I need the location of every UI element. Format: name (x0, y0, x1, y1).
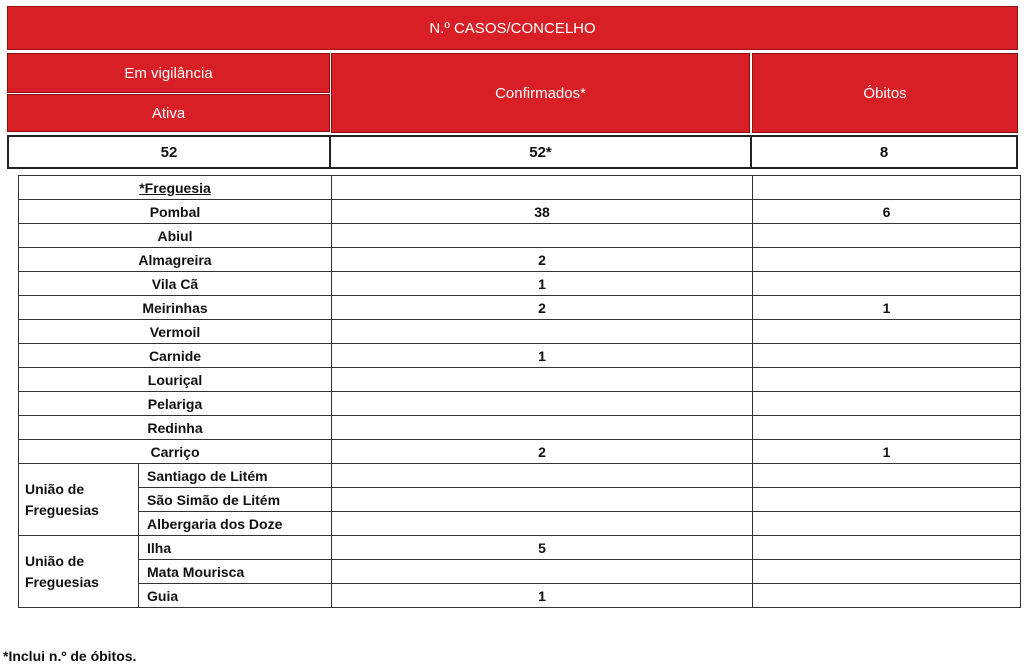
freguesia-heading (19, 176, 332, 200)
ativa-label: Ativa (7, 94, 330, 132)
freguesia-name: Redinha (19, 416, 332, 440)
obitos-cell: 1 (753, 440, 1021, 464)
obitos-cell (753, 584, 1021, 608)
freguesia-name: Abiul (19, 224, 332, 248)
confirmados-cell (332, 224, 753, 248)
freguesia-heading-text: *Freguesia (139, 179, 211, 196)
freguesia-name: Carnide (19, 344, 332, 368)
obitos-cell (753, 416, 1021, 440)
freguesia-name: Ilha (139, 536, 332, 560)
table-row (19, 416, 1021, 440)
freguesia-name: Mata Mourisca (139, 560, 332, 584)
freguesia-name: Meirinhas (19, 296, 332, 320)
confirmados-cell: 1 (332, 584, 753, 608)
table-row (19, 344, 1021, 368)
confirmados-label: Confirmados* (331, 53, 750, 133)
table-row (19, 272, 1021, 296)
confirmados-value: 52* (329, 135, 752, 169)
uniao-label-line2: Freguesias (25, 573, 99, 590)
obitos-cell (753, 344, 1021, 368)
freguesia-name: Carriço (19, 440, 332, 464)
freguesia-name: Louriçal (19, 368, 332, 392)
freguesia-name: Santiago de Litém (139, 464, 332, 488)
confirmados-cell: 1 (332, 272, 753, 296)
obitos-cell (753, 392, 1021, 416)
freguesia-name: Vila Cã (19, 272, 332, 296)
obitos-cell: 1 (753, 296, 1021, 320)
confirmados-cell (332, 512, 753, 536)
obitos-cell (753, 248, 1021, 272)
uniao-freguesias-label (19, 536, 139, 608)
obitos-cell (753, 512, 1021, 536)
table-row (19, 392, 1021, 416)
confirmados-cell: 2 (332, 248, 753, 272)
obitos-cell (753, 464, 1021, 488)
freguesia-name: São Simão de Litém (139, 488, 332, 512)
confirmados-cell (332, 560, 753, 584)
freguesia-name: Albergaria dos Doze (139, 512, 332, 536)
obitos-cell (753, 272, 1021, 296)
table-row (19, 584, 1021, 608)
freguesia-table (18, 175, 1021, 608)
freguesia-name: Pelariga (19, 392, 332, 416)
obitos-cell (753, 368, 1021, 392)
obitos-value: 8 (750, 135, 1018, 169)
obitos-cell (753, 488, 1021, 512)
table-row (19, 368, 1021, 392)
table-row (19, 248, 1021, 272)
summary-header (7, 6, 1018, 169)
confirmados-cell (332, 416, 753, 440)
summary-title: N.º CASOS/CONCELHO (7, 6, 1018, 50)
confirmados-cell (332, 320, 753, 344)
em-vigilancia-label: Em vigilância (7, 53, 330, 93)
table-row (19, 488, 1021, 512)
table-row (19, 536, 1021, 560)
confirmados-cell: 1 (332, 344, 753, 368)
uniao-freguesias-label (19, 464, 139, 536)
freguesia-name: Vermoil (19, 320, 332, 344)
confirmados-cell (332, 368, 753, 392)
table-row (19, 176, 1021, 200)
uniao-label-line2: Freguesias (25, 501, 99, 518)
confirmados-cell: 2 (332, 440, 753, 464)
table-row (19, 440, 1021, 464)
obitos-cell (753, 536, 1021, 560)
uniao-label-line1: União de (25, 552, 85, 569)
table-cell (332, 176, 753, 200)
freguesia-name: Pombal (19, 200, 332, 224)
confirmados-cell: 2 (332, 296, 753, 320)
freguesia-name: Almagreira (19, 248, 332, 272)
confirmados-cell: 5 (332, 536, 753, 560)
confirmados-cell (332, 464, 753, 488)
table-row (19, 320, 1021, 344)
uniao-label-line1: União de (25, 480, 85, 497)
table-row (19, 224, 1021, 248)
confirmados-cell (332, 488, 753, 512)
table-row (19, 464, 1021, 488)
vigilancia-value: 52 (7, 135, 331, 169)
obitos-cell (753, 560, 1021, 584)
obitos-cell (753, 320, 1021, 344)
obitos-label: Óbitos (752, 53, 1018, 133)
table-row (19, 512, 1021, 536)
confirmados-cell: 38 (332, 200, 753, 224)
obitos-cell: 6 (753, 200, 1021, 224)
freguesia-name: Guia (139, 584, 332, 608)
table-row (19, 200, 1021, 224)
table-row (19, 296, 1021, 320)
obitos-cell (753, 224, 1021, 248)
table-cell (753, 176, 1021, 200)
table-row (19, 560, 1021, 584)
confirmados-cell (332, 392, 753, 416)
footnote: *Inclui n.º de óbitos. (3, 648, 137, 664)
